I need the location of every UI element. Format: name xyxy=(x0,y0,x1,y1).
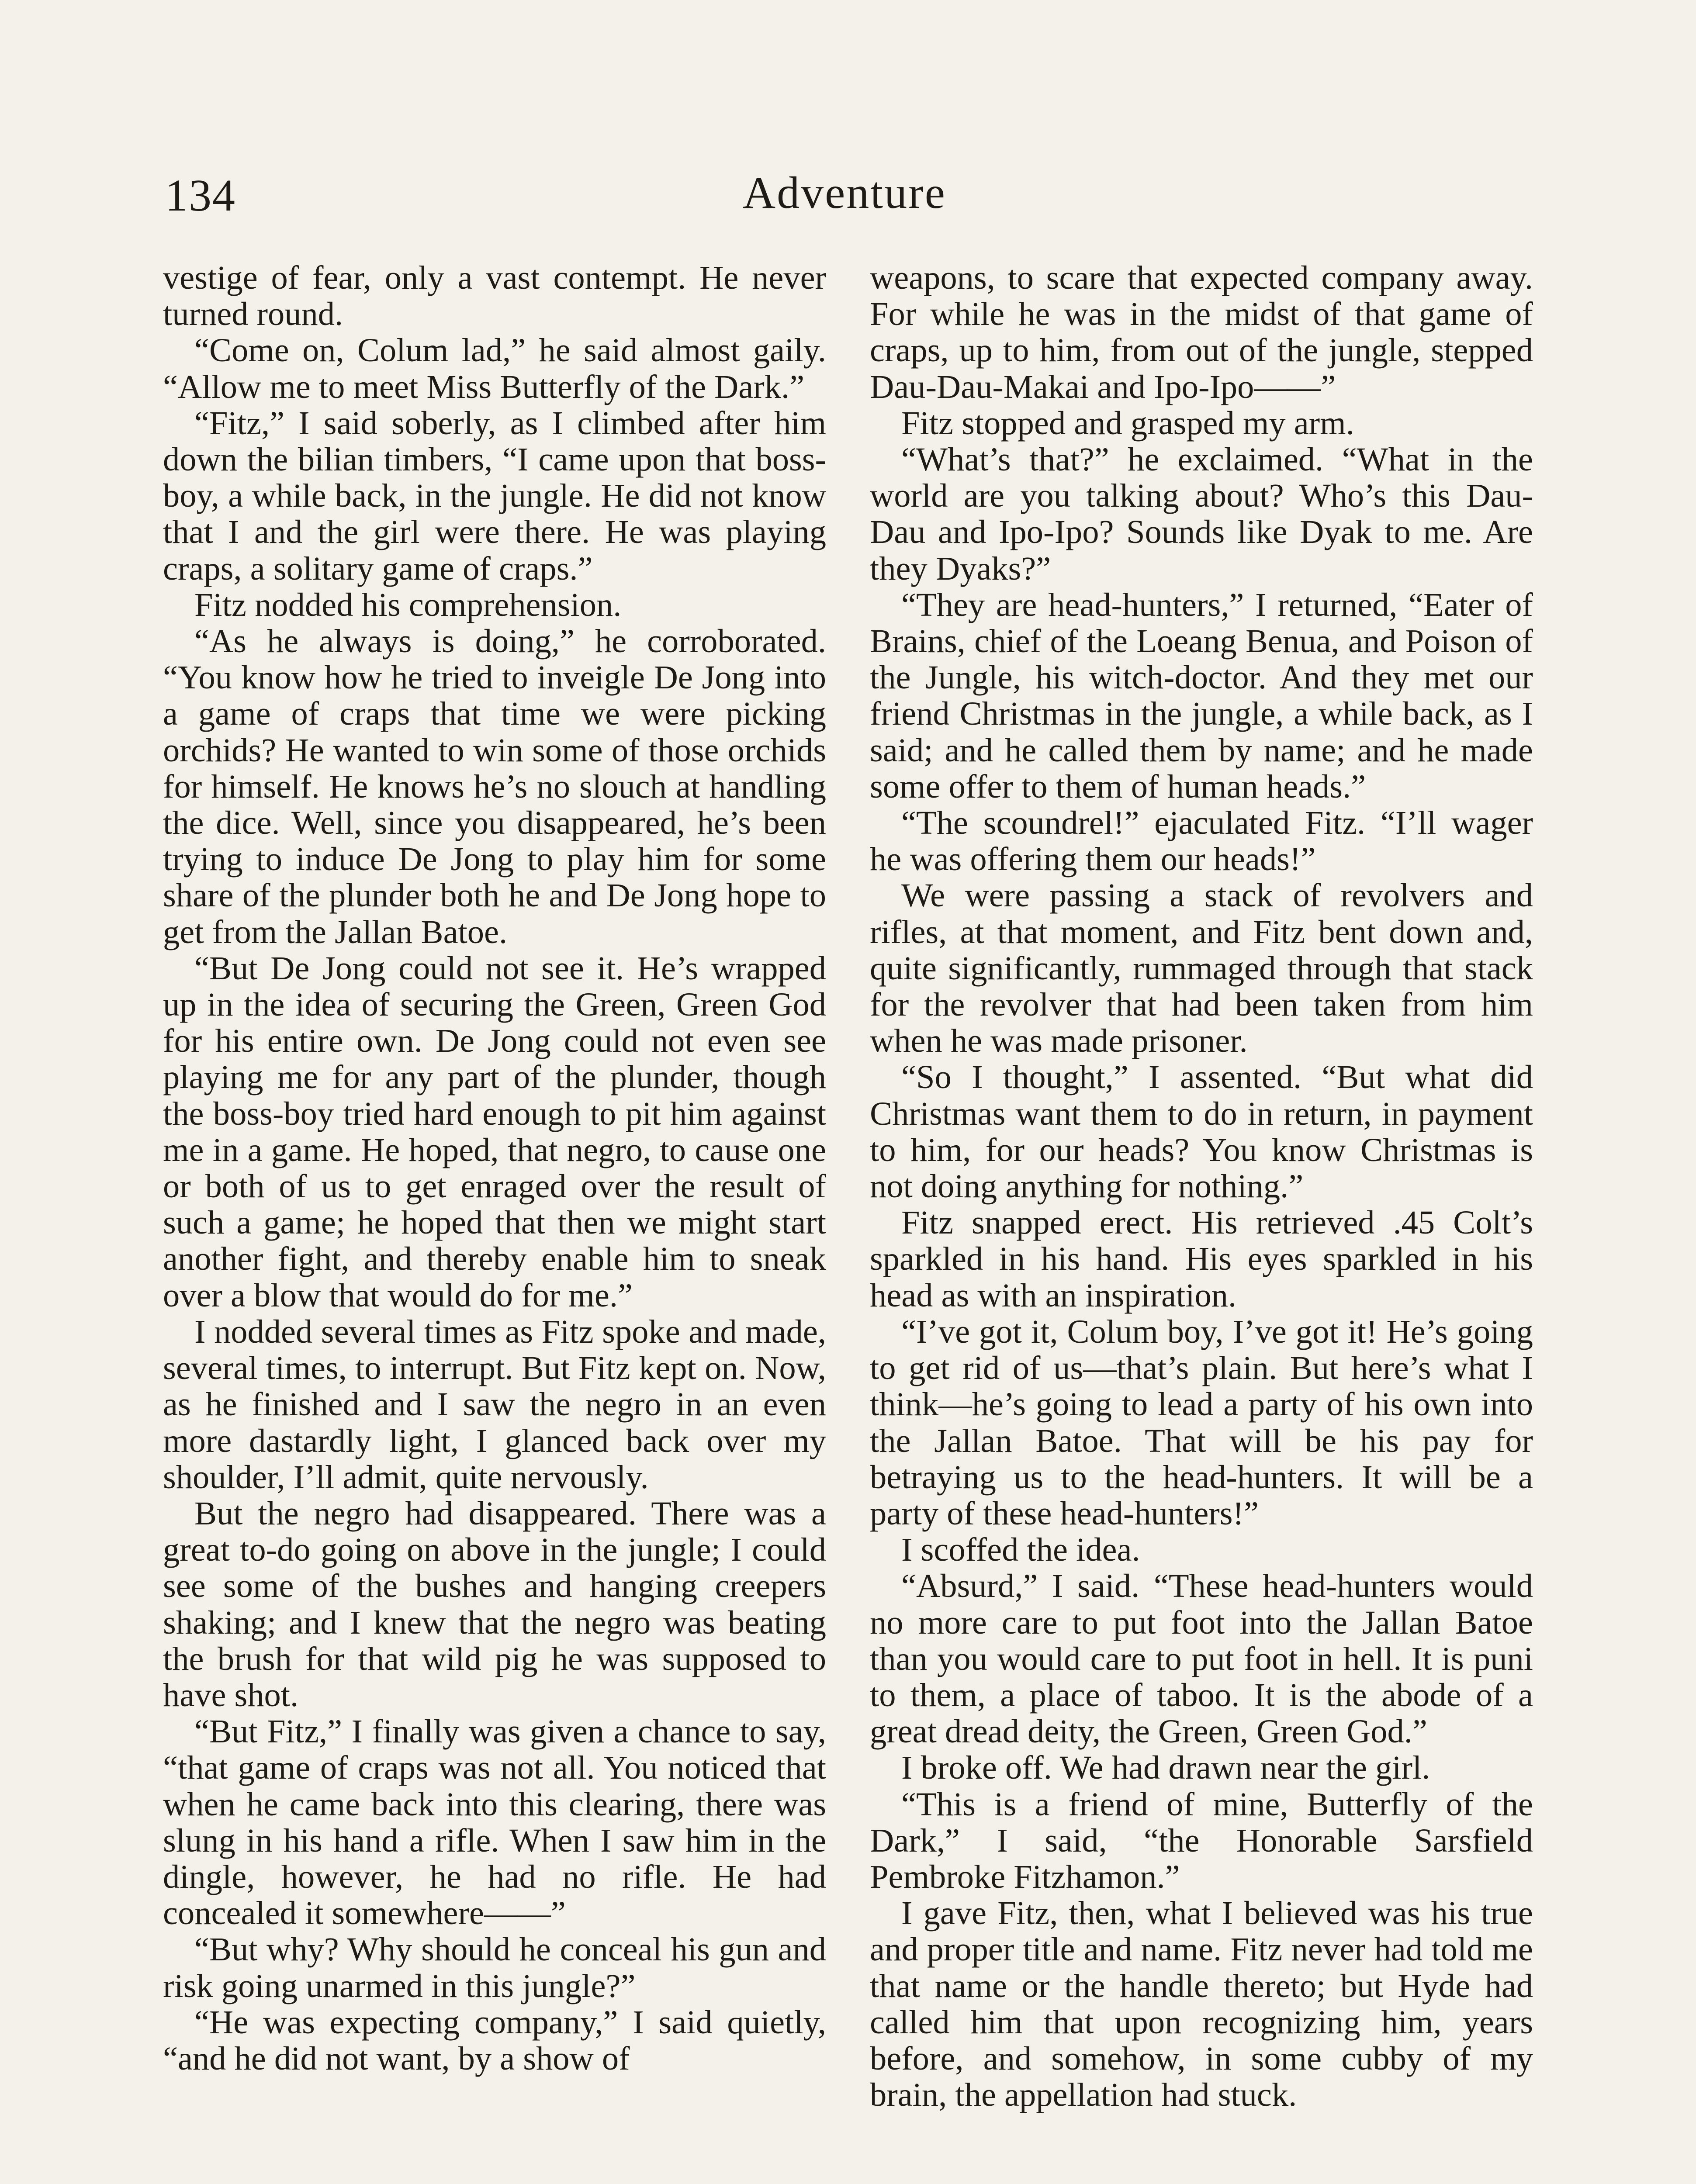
paragraph: “As he always is doing,” he corroborated. “You know how he tried to inveigle De Jong into a game of craps that time we were picking orchids? He wanted to win some of those orchids for himself. He knows he’s no slouch at handling the dice. Well, since you disappeared, he’s been trying to induce De Jong to play him for some share of the plunder both he and De Jong hope to get from the Jallan Batoe. xyxy=(163,622,826,950)
paragraph: “Come on, Colum lad,” he said almost gaily. “Allow me to meet Miss Butterfly of the Dark.” xyxy=(163,332,826,405)
paragraph: “The scoundrel!” ejaculated Fitz. “I’ll wager he was offering them our heads!” xyxy=(870,804,1533,878)
paragraph: I gave Fitz, then, what I believed was his true and proper title and name. Fitz never had told me that name or the handle thereto; but Hyde had called him that upon recognizing him, years before, and somehow, in some cubby of my brain, the appellation had stuck. xyxy=(870,1894,1533,2114)
paragraph: “Fitz,” I said soberly, as I climbed after him down the bilian timbers, “I came upon that boss-boy, a while back, in the jungle. He did not know that I and the girl were there. He was playing craps, a solitary game of craps.” xyxy=(163,404,826,587)
paragraph: vestige of fear, only a vast contempt. He never turned round. xyxy=(163,259,826,333)
paragraph: “But Fitz,” I finally was given a chance to say, “that game of craps was not all. You noticed that when he came back into this clearing, there was slung in his hand a rifle. When I saw him in the dingle, however, he had no rifle. He had concealed it somewhere——” xyxy=(163,1713,826,1932)
right-column xyxy=(870,259,1533,2113)
running-head: Adventure xyxy=(743,168,946,218)
paragraph: I nodded several times as Fitz spoke and made, several times, to interrupt. But Fitz kept on. Now, as he finished and I saw the negro in an even more dastardly light, I glanced back over my shoulder, I’ll admit, quite nervously. xyxy=(163,1313,826,1496)
paragraph: weapons, to scare that expected company away. For while he was in the midst of that game of craps, up to him, from out of the jungle, stepped Dau-Dau-Makai and Ipo-Ipo——” xyxy=(870,259,1533,405)
paragraph: “But why? Why should he conceal his gun and risk going unarmed in this jungle?” xyxy=(163,1931,826,2004)
paragraph: “He was expecting company,” I said quietly, “and he did not want, by a show of xyxy=(163,2003,826,2077)
paragraph: Fitz stopped and grasped my arm. xyxy=(901,404,1354,442)
paragraph: I broke off. We had drawn near the girl. xyxy=(901,1749,1430,1787)
paragraph: Fitz snapped erect. His retrieved .45 Colt’s sparkled in his hand. His eyes sparkled in his head as with an inspiration. xyxy=(870,1204,1533,1314)
paragraph: “This is a friend of mine, Butterfly of the Dark,” I said, “the Honorable Sarsfield Pembroke Fitzhamon.” xyxy=(870,1785,1533,1895)
paragraph: We were passing a stack of revolvers and rifles, at that moment, and Fitz bent down and, quite significantly, rummaged through that stack for the revolver that had been taken from him when he was made prisoner. xyxy=(870,877,1533,1060)
paragraph: “But De Jong could not see it. He’s wrapped up in the idea of securing the Green, Green God for his entire own. De Jong could not even see playing me for any part of the plunder, though the boss-boy tried hard enough to pit him against me in a game. He hoped, that negro, to cause one or both of us to get enraged over the result of such a game; he hoped that then we might start another fight, and thereby enable him to sneak over a blow that would do for me.” xyxy=(163,949,826,1314)
paragraph: “I’ve got it, Colum boy, I’ve got it! He’s going to get rid of us—that’s plain. But here’s what I think—he’s going to lead a party of his own into the Jallan Batoe. That will be his pay for betraying us to the head-hunters. It will be a party of these head-hunters!” xyxy=(870,1313,1533,1532)
paragraph: “What’s that?” he exclaimed. “What in the world are you talking about? Who’s this Dau-Dau and Ipo-Ipo? Sounds like Dyak to me. Are they Dyaks?” xyxy=(870,441,1533,587)
paragraph: I scoffed the idea. xyxy=(901,1531,1140,1569)
paragraph: “They are head-hunters,” I returned, “Eater of Brains, chief of the Loeang Benua, and Poison of the Jungle, his witch-doctor. And they met our friend Christmas in the jungle, a while back, as I said; and he called them by name; and he made some offer to them of human heads.” xyxy=(870,586,1533,805)
page-number: 134 xyxy=(165,170,236,221)
paragraph: Fitz nodded his comprehension. xyxy=(194,586,622,623)
left-column xyxy=(163,259,826,2077)
paragraph: But the negro had disappeared. There was a great to-do going on above in the jungle; I could see some of the bushes and hanging creepers shaking; and I knew that the negro was beating the brush for that wild pig he was supposed to have shot. xyxy=(163,1494,826,1714)
paragraph: “Absurd,” I said. “These head-hunters would no more care to put foot into the Jallan Batoe than you would care to put foot in hell. It is puni to them, a place of taboo. It is the abode of a great dread deity, the Green, Green God.” xyxy=(870,1567,1533,1750)
paragraph: “So I thought,” I assented. “But what did Christmas want them to do in return, in payment to him, for our heads? You know Christmas is not doing anything for nothing.” xyxy=(870,1058,1533,1205)
